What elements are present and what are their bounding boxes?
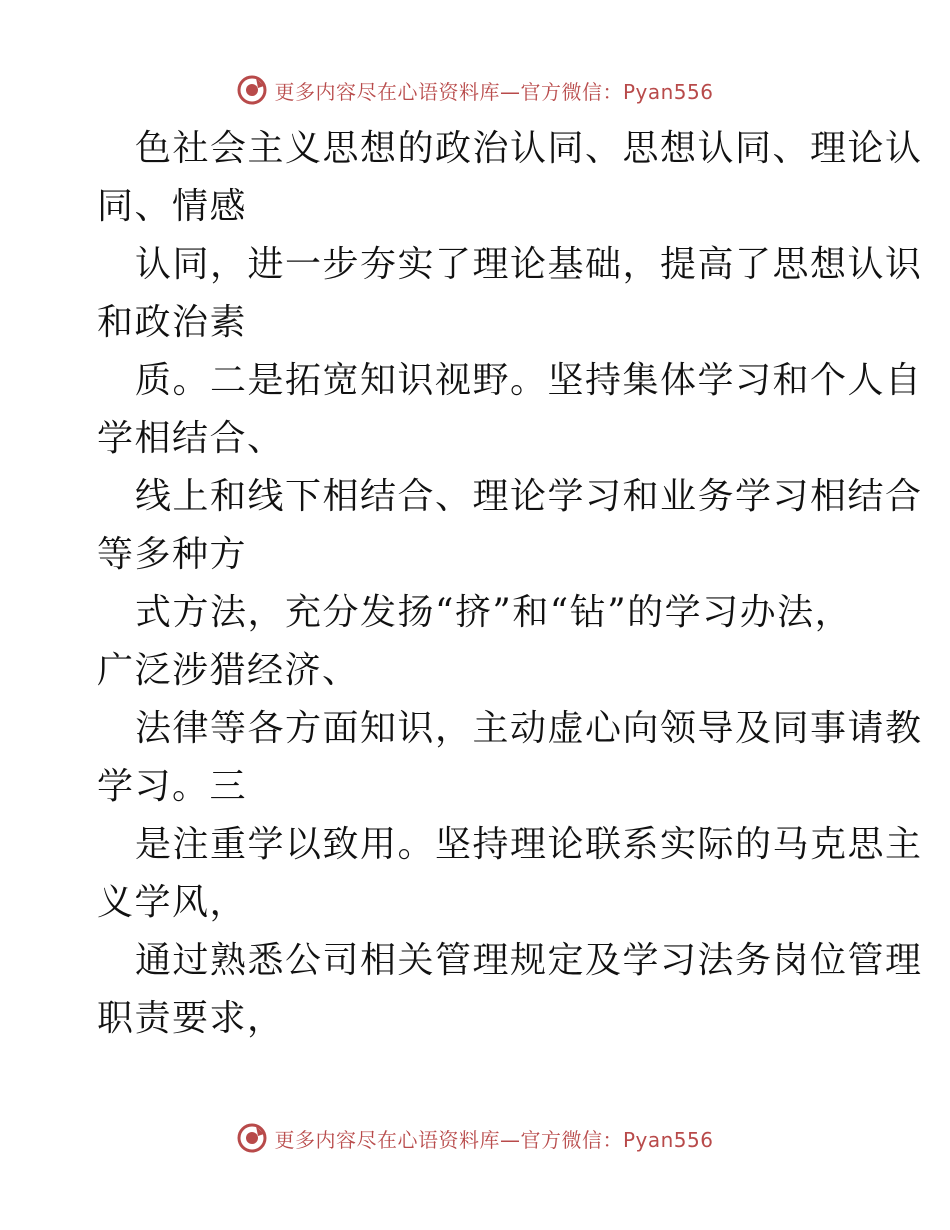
- text-line: 同、情感: [97, 186, 248, 227]
- footer-watermark: [0, 1118, 950, 1158]
- logo-icon: [236, 1122, 268, 1154]
- text-line: 等多种方: [97, 534, 248, 575]
- text-line: 质。二是拓宽知识视野。坚持集体学习和个人自: [135, 360, 923, 401]
- logo-icon: [236, 74, 268, 106]
- text-line: 通过熟悉公司相关管理规定及学习法务岗位管理: [135, 940, 923, 981]
- text-line: 法律等各方面知识，主动虚心向领导及同事请教: [135, 708, 923, 749]
- text-line: 职责要求，: [97, 998, 285, 1039]
- text-line: 色社会主义思想的政治认同、思想认同、理论认: [135, 128, 923, 169]
- text-line: 义学风，: [97, 882, 248, 923]
- document-body: [97, 120, 923, 1048]
- header-watermark: [0, 70, 950, 110]
- text-line: 是注重学以致用。坚持理论联系实际的马克思主: [135, 824, 923, 865]
- text-line: 学习。三: [97, 766, 248, 807]
- text-line: 和政治素: [97, 302, 248, 343]
- text-line: 式方法，充分发扬“挤”和“钻”的学习办法，: [135, 592, 853, 633]
- text-line: 认同，进一步夯实了理论基础，提高了思想认识: [135, 244, 923, 285]
- watermark-text: 更多内容尽在心语资料库—官方微信：Pyan556: [274, 79, 714, 104]
- text-line: 线上和线下相结合、理论学习和业务学习相结合: [135, 476, 923, 517]
- text-line: 学相结合、: [97, 418, 285, 459]
- watermark-text: 更多内容尽在心语资料库—官方微信：Pyan556: [274, 1127, 714, 1152]
- text-line: 广泛涉猎经济、: [97, 650, 360, 691]
